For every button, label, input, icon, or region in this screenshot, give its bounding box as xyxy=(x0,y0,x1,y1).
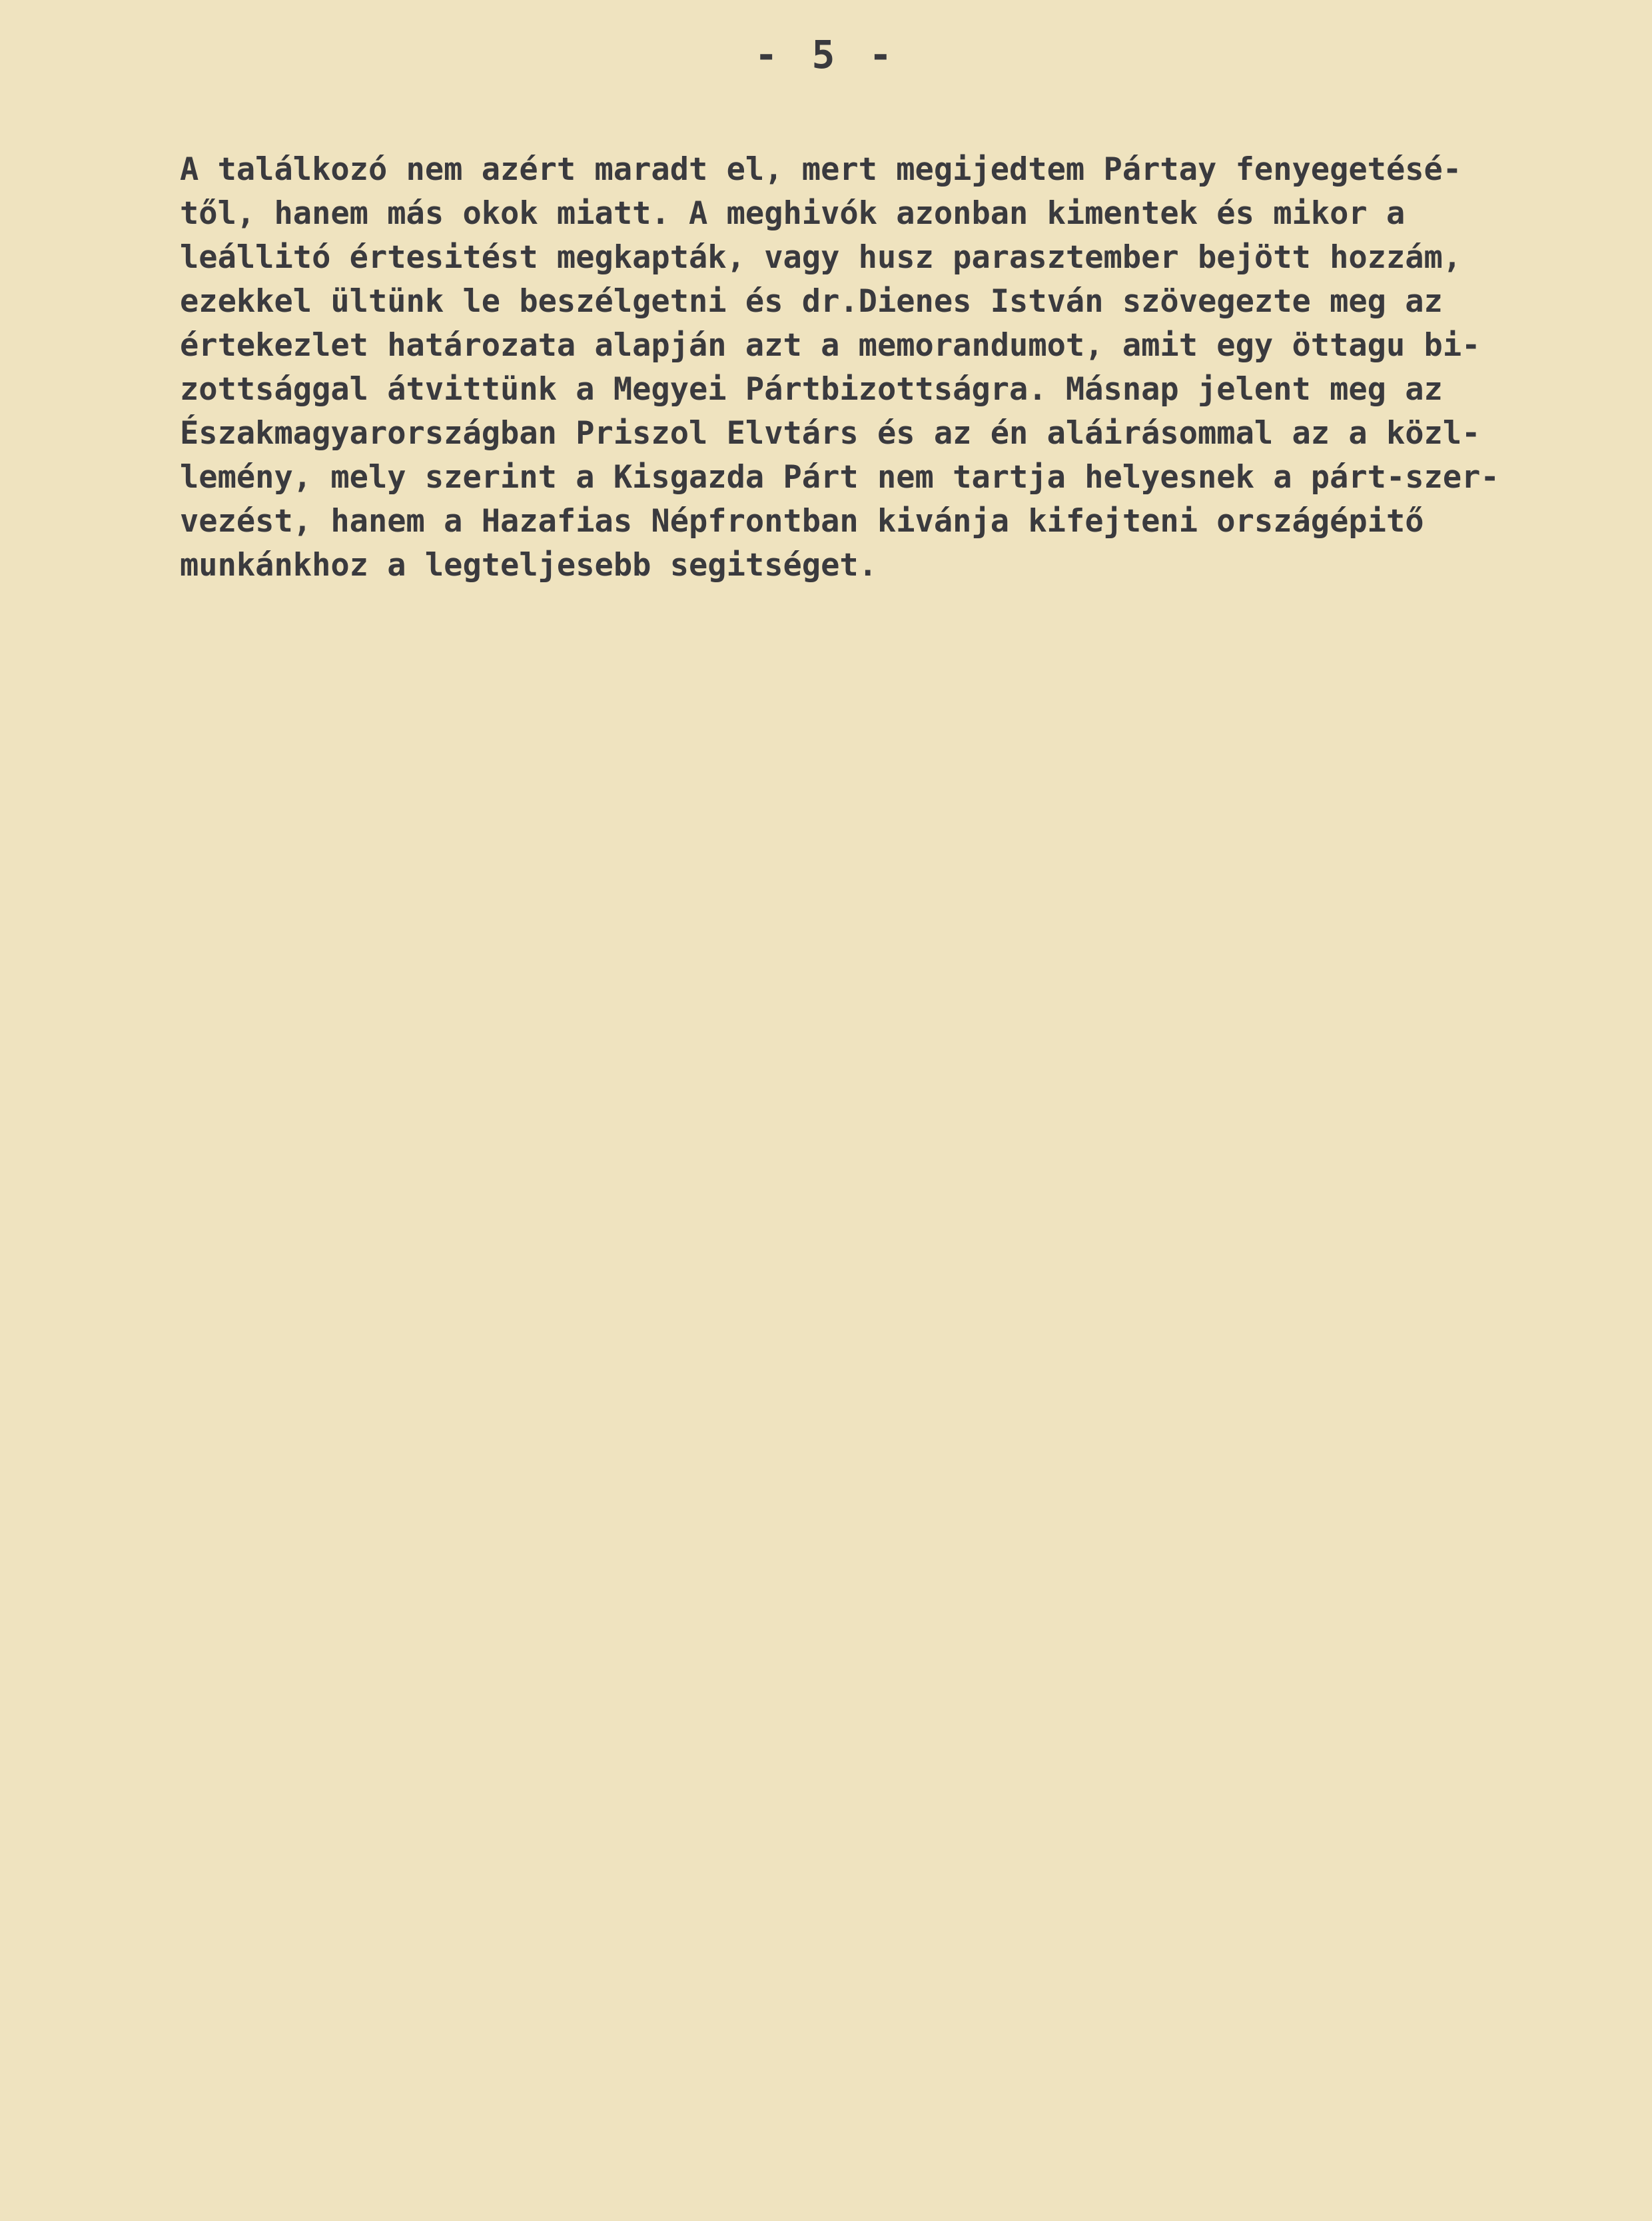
text-line: értekezlet határozata alapján azt a memorandumot, amit egy öttagu bi- xyxy=(180,327,1481,364)
text-line: leállitó értesitést megkapták, vagy husz parasztember bejött hozzám, xyxy=(180,239,1462,276)
text-line: ezekkel ültünk le beszélgetni és dr.Dienes István szövegezte meg az xyxy=(180,283,1443,320)
page-number: - 5 - xyxy=(754,32,898,77)
text-line: zottsággal átvittünk a Megyei Pártbizottságra. Másnap jelent meg az xyxy=(180,371,1443,408)
text-line: munkánkhoz a legteljesebb segitséget. xyxy=(180,547,877,584)
text-line: Északmagyarországban Priszol Elvtárs és az én aláirásommal az a közl- xyxy=(180,415,1481,452)
text-line: től, hanem más okok miatt. A meghivók azonban kimentek és mikor a xyxy=(180,195,1406,232)
text-line: vezést, hanem a Hazafias Népfrontban kivánja kifejteni országépitő xyxy=(180,503,1424,540)
text-line: A találkozó nem azért maradt el, mert megijedtem Pártay fenyegetésé- xyxy=(180,151,1462,188)
paragraph-1 xyxy=(180,148,1632,588)
text-line: lemény, mely szerint a Kisgazda Párt nem tartja helyesnek a párt-szer- xyxy=(180,459,1499,496)
